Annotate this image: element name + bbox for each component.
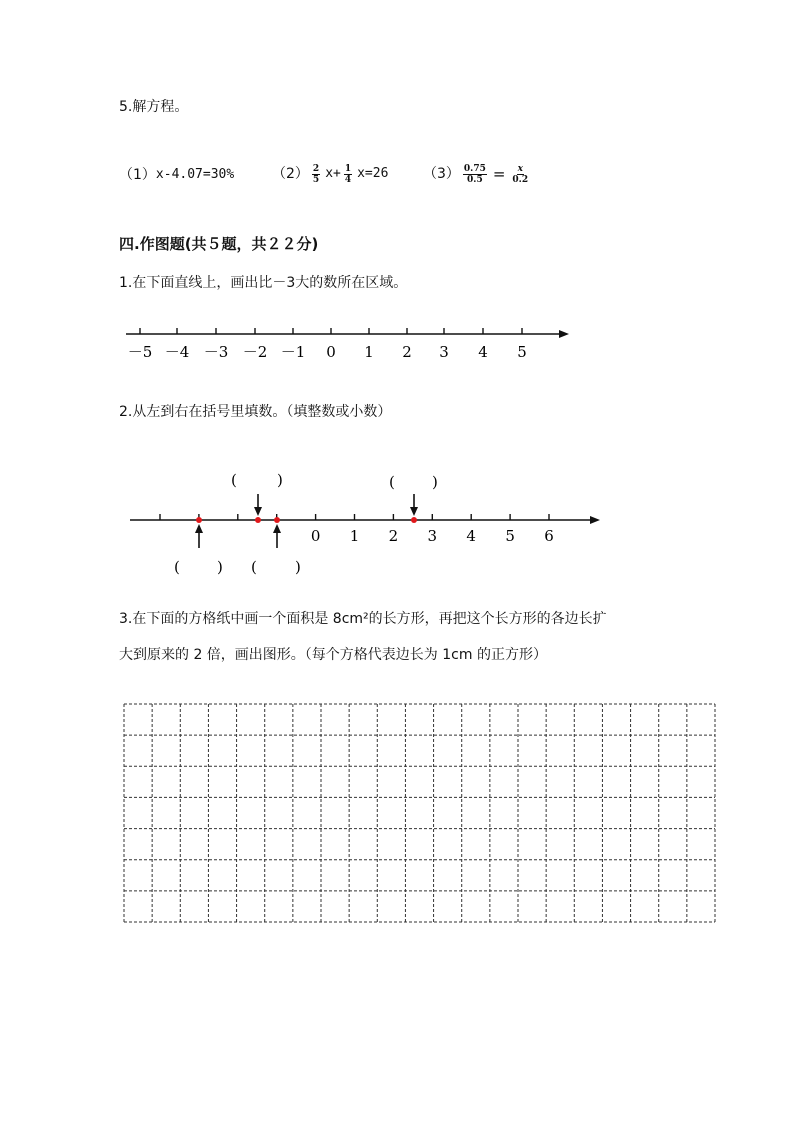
equation-3-equals: = bbox=[492, 165, 506, 183]
equation-2-mid: x+ bbox=[325, 166, 341, 181]
tick-label: 2 bbox=[402, 343, 412, 361]
grid-lines bbox=[124, 704, 715, 922]
equation-1-label: （1） bbox=[119, 167, 156, 183]
paren-open: ( bbox=[389, 473, 395, 491]
fraction-denominator: 4 bbox=[344, 174, 352, 185]
tick-label: 3 bbox=[439, 343, 449, 361]
tick-label: －5 bbox=[127, 343, 153, 361]
tick-label: 0 bbox=[310, 527, 321, 545]
fraction-numerator: 2 bbox=[312, 163, 320, 174]
fraction-numerator: 1 bbox=[344, 163, 352, 174]
section-5-title: 5.解方程。 bbox=[119, 99, 189, 115]
question-3-text-line-2: 大到原来的 2 倍，画出图形。（每个方格代表边长为 1cm 的正方形） bbox=[119, 647, 547, 663]
equation-2-tail: x=26 bbox=[357, 166, 389, 181]
tick-label: 1 bbox=[364, 343, 374, 361]
fraction-denominator: 5 bbox=[312, 174, 320, 185]
tick-label: －3 bbox=[203, 343, 229, 361]
tick-label: －1 bbox=[280, 343, 306, 361]
equation-2-label: （2） bbox=[272, 166, 309, 182]
fraction-denominator: 0.2 bbox=[512, 174, 529, 185]
paren-close: ) bbox=[432, 473, 438, 491]
fraction-denominator: 0.5 bbox=[467, 174, 483, 185]
tick-label: 6 bbox=[544, 527, 554, 545]
question-1-text: 1.在下面直线上，画出比－3大的数所在区域。 bbox=[119, 275, 408, 291]
section-4-heading: 四.作图题(共５题，共２２分) bbox=[119, 235, 319, 253]
tick-label: 1 bbox=[349, 527, 360, 545]
tick-label: 3 bbox=[427, 527, 438, 545]
tick-label: －4 bbox=[164, 343, 190, 361]
tick-label: 5 bbox=[505, 527, 515, 545]
fraction-numerator: 0.75 bbox=[463, 163, 486, 174]
paren-close: ) bbox=[217, 558, 223, 576]
fraction-numerator: x bbox=[517, 163, 523, 174]
paren-close: ) bbox=[277, 471, 283, 489]
tick-label: 4 bbox=[478, 343, 488, 361]
equation-3-label: （3） bbox=[423, 166, 460, 182]
question-3-text-line-1: 3.在下面的方格纸中画一个面积是 8cm²的长方形，再把这个长方形的各边长扩 bbox=[119, 611, 607, 627]
equation-1-expr: x-4.07=30% bbox=[155, 167, 235, 182]
tick-label: 0 bbox=[326, 343, 336, 361]
tick-label: 5 bbox=[517, 343, 527, 361]
tick-label: 2 bbox=[388, 527, 399, 545]
paren-open: ( bbox=[174, 558, 180, 576]
paren-close: ) bbox=[295, 558, 301, 576]
question-2-text: 2.从左到右在括号里填数。（填整数或小数） bbox=[119, 404, 392, 420]
tick-label: 4 bbox=[466, 527, 476, 545]
paren-open: ( bbox=[231, 471, 237, 489]
paren-open: ( bbox=[251, 558, 257, 576]
tick-label: －2 bbox=[242, 343, 268, 361]
